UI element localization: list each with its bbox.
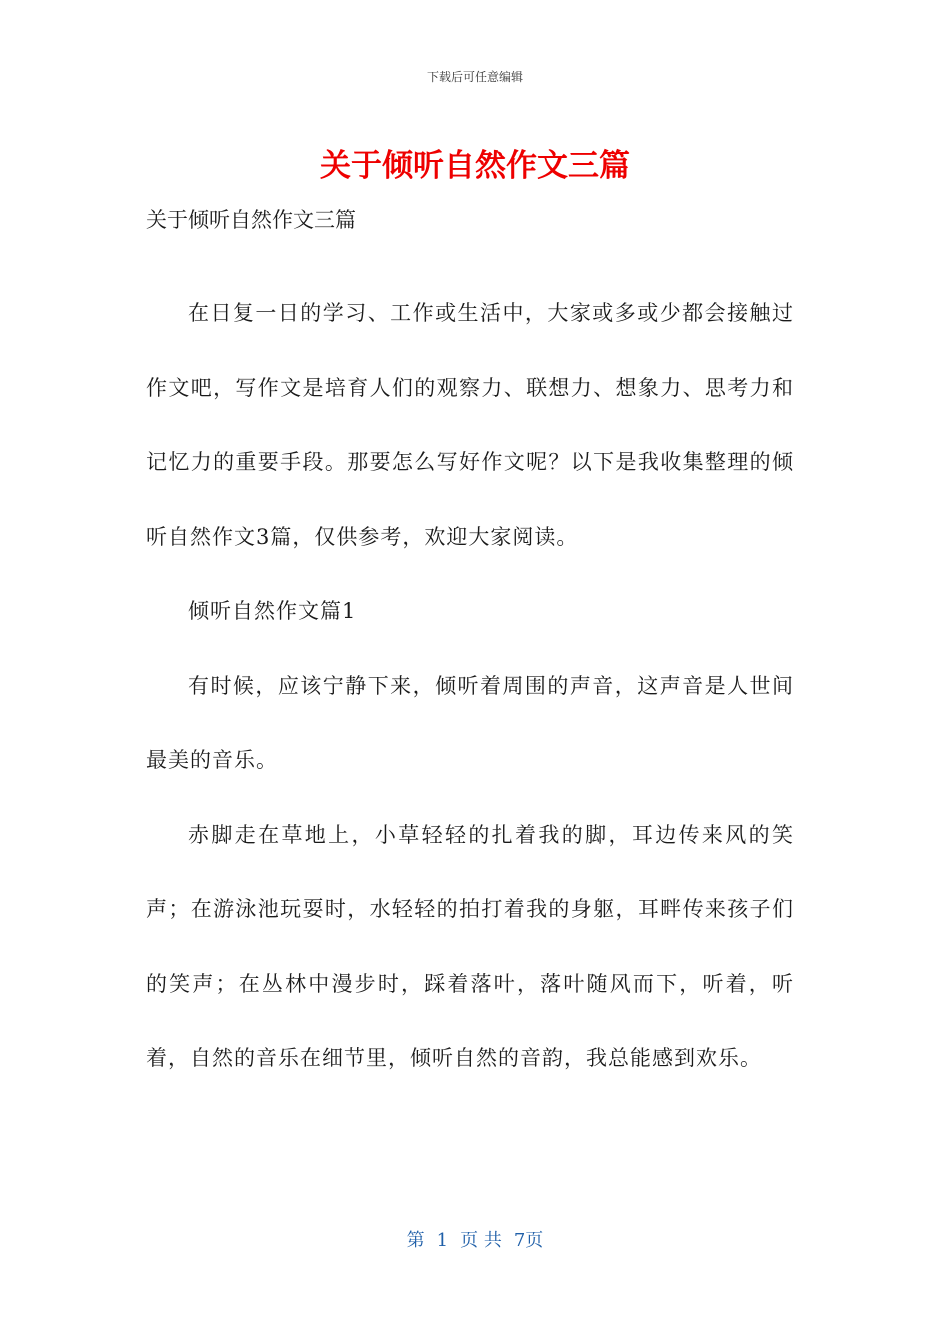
document-subtitle: 关于倾听自然作文三篇	[146, 208, 356, 232]
document-body	[146, 202, 794, 1096]
paragraph-intro: 在日复一日的学习、工作或生活中，大家或多或少都会接触过作文吧，写作文是培育人们的观察力、联想力、想象力、思考力和记忆力的重要手段。那要怎么写好作文呢？以下是我收集整理的倾听自然作文3篇，仅供参考，欢迎大家阅读。	[146, 301, 794, 549]
footer-mid: 页 共	[460, 1230, 502, 1251]
footer-total: 7页	[513, 1230, 544, 1251]
paragraph: 有时候，应该宁静下来，倾听着周围的声音，这声音是人世间最美的音乐。	[146, 673, 794, 772]
paragraph: 赤脚走在草地上，小草轻轻的扎着我的脚，耳边传来风的笑声；在游泳池玩耍时，水轻轻的拍打着我的身躯，耳畔传来孩子们的笑声；在丛林中漫步时，踩着落叶，落叶随风而下，听着，听着，自然的音乐在细节里，倾听自然的音韵，我总能感到欢乐。	[146, 822, 794, 1070]
section-heading: 倾听自然作文篇1	[188, 599, 357, 623]
footer-page-number: 1	[436, 1230, 449, 1251]
header-note: 下载后可任意编辑	[426, 70, 523, 84]
footer-prefix: 第	[406, 1230, 425, 1251]
document-title: 关于倾听自然作文三篇	[320, 148, 630, 184]
page-footer	[0, 1226, 950, 1252]
